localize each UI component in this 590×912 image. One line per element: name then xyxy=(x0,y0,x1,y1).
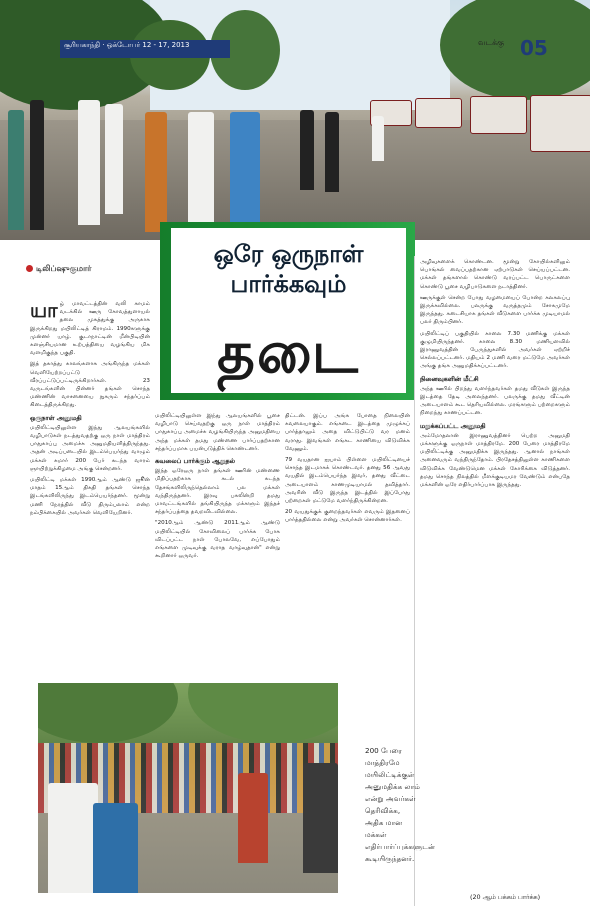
paragraph: மயிலிட்டியிலுள்ள இந்து ஆலயங்களில் வழிபாடுகள் நடத்துவதற்கு ஒரு நாள் மாத்திரம் பாதுகாப்பு அமைச்சு அனுமதியளித்திருந்தது. அதன் அடிப்படையில் இடம்பெயர்ந்து வாழும் மக்கள் சுமார் 200 பேர் கடந்த வாரம் ஞாயிற்றுக்கிழமை அங்கு சென்றனர். xyxy=(30,424,150,472)
article-column-2 xyxy=(155,412,280,672)
headline-main-word: தடை xyxy=(217,318,360,386)
lead-paragraph xyxy=(30,300,150,357)
paragraph: அழிவுகளைக் கொண்டன. மூன்று கோயில்களிலும் பொங்கல் வைப்பதற்கான ஏற்பாடுகள் செய்யப்பட்டன. மக்கள் தங்களால் கொண்டு வரப்பட்ட பொருட்களை கொண்டு பூசை வழிபாடுகளை நடாத்தினர். xyxy=(420,259,570,290)
article-column-1 xyxy=(30,300,150,660)
photo-person xyxy=(230,112,260,222)
photo-person xyxy=(303,763,338,873)
photo-tree xyxy=(188,683,338,743)
continued-note: (20 ஆம் பக்கம் பார்க்க) xyxy=(470,893,541,901)
photo-tree xyxy=(440,0,590,100)
photo-person xyxy=(188,112,214,232)
paragraph: அந்த ஊரில் பிறந்து வளர்ந்தவர்கள் தமது வீடுகள் இருந்த இடத்தை தேடி அலைந்தனர். பலருக்கு தமது வீட்டின் அடையாளம் கூட தெரியவில்லை. மரங்களும் பற்றைகளும் நிறைந்து காணப்பட்டன. xyxy=(420,385,570,417)
paragraph: ஊருக்குள் சென்ற போது வழமையைப் போன்ற கலகலப்பு இருக்கவில்லை. பலருக்கு வருத்தமும் சோகமுமே இருந்தது. கடைசியாக தங்கள் வீடுகளை பார்க்க முடியாமல் பலர் திரும்பினர். xyxy=(420,294,570,326)
bottom-photo xyxy=(38,683,338,893)
photo-person xyxy=(48,783,98,893)
top-photo xyxy=(0,0,590,240)
section-label: வடக்கு xyxy=(478,38,505,47)
paragraph: மயிலிட்டியிலுள்ள இந்து ஆலயங்களில் பூசை வழிபாடு செய்வதற்கு ஒரு நாள் மாத்திரம் பாதுகாப்பு அமைச்சு வழங்கியிருந்த அனுமதியை அந்த மக்கள் தமது மண்ணை பார்ப்பதற்கான சந்தர்ப்பமாக பயன்படுத்திக் கொண்டனர். xyxy=(155,413,280,452)
paragraph: "2010ஆம் ஆண்டு 2011ஆம் ஆண்டு மயிலிட்டியில் கோவிலைப் பார்க்க போக விடப்பட்ட நாள் போலவே, எப்போதும் எங்களை முடிவுக்கு வராத வாழ்வுதான்" என்று கூறினார் ஒருவர். xyxy=(155,520,280,560)
paragraph: திட்டன். இப்ப அங்க போதை நிலையின் கவலையாகும். எங்கடை இடத்தை முழுக்கப் பார்த்தாலும் அதை விட்டுபிட்டு வர மனம் வராது. இவங்கள் எங்கட காணியை விடுவிக்க வேணும். xyxy=(285,413,410,452)
page-number: 05 xyxy=(520,36,548,60)
paragraph: இந்த ஒரேஒரு நாள் தங்கள் ஊரின் மண்ணை மிதிப்பதற்காக கடல் கடந்த தேசங்களிலிருந்தெல்லாம் பல மக்கள் வந்திருந்தனர். இரவு பகலின்றி தமது மாவட்டங்களில் தங்கியிருந்த மக்களும் இந்தச் சந்தர்ப்பத்தை தவறவிடவில்லை. xyxy=(155,468,280,516)
photo-person xyxy=(30,100,44,230)
photo-tree xyxy=(38,683,178,743)
byline-icon xyxy=(26,265,33,272)
subheading: ஒருநாள் அனுமதி xyxy=(30,413,82,422)
subheading: கவலைப் பார்க்கும் ஆறுதல் xyxy=(155,457,235,466)
article-column-3 xyxy=(285,412,410,672)
paragraph: இத் தகாத்து காலங்களாக அங்கிருந்த மக்கள் வெளியேற்றப்பட்டு வீரப்பட்டுப்பட்டிருக்கிறார்கள். 23 வருடங்களின் பின்னர் தங்கள் சொந்த மண்ணின் வாசனையை நுகரும் சந்தர்ப்பம் கிடைத்திருக்கிறது. xyxy=(30,361,150,409)
subheading: மறுக்கப்பட்ட அனுமதி xyxy=(420,421,486,430)
drop-cap: யா xyxy=(30,300,58,322)
photo-person xyxy=(372,116,384,161)
headline-line-1: ஒரே ஒருநாள் xyxy=(213,240,364,268)
issue-strip: சூரியகாந்தி · ஒக்டோபர் 12 - 17, 2013 xyxy=(60,40,230,58)
pull-quote: 200 பேரை மாத்திரமே மயிலிட்டிக்குள் அனுமதிக்க லாம் என்று அவர்கள் தெரிவிக்க, அதிக மான மக்கள் எதிர்பார்ப்புக்களுடன் கூடியிருந்தனர். xyxy=(365,746,435,863)
lead-text: ழ் மாவட்டத்தின் வலி காமம் வடக்கில் ஊரு கோவத்துளாயல் தலை முகத்துக்கு அருகாக இருக்கிறது மயிலிட்டித் கிராமம். 1990களுக்கு முன்னர் யாழ். குடாநாட்டின் மீன்பிடியின் களஞ்சியமான உற்பத்தியை வழங்கிய மிக வளமிகுந்த பகுதி. xyxy=(30,301,150,357)
subheading: நினைவுகளின் மீட்சி xyxy=(420,374,479,383)
photo-bus xyxy=(470,96,527,134)
paragraph: 20 வயதுக்குக் குறைந்தவர்கள் எவரும் இதனைப் பார்த்ததில்லை என்று அவர்கள் சொன்னார்கள். xyxy=(285,509,410,524)
article-column-4 xyxy=(420,258,570,898)
paragraph: மயிலிட்டிப் பகுதியில் காலை 7.30 மணிக்கு மக்கள் குழுமியிருந்தனர். காலை 8.30 மணியளவில் இராணுவத்தின் பேருந்துகளில் அவர்கள் ஏற்றிச் செல்லப்பட்டனர். மதியம் 2 மணி வரை மட்டுமே அவர்கள் அங்கு தங்க அனுமதிக்கப்பட்டனர். xyxy=(420,330,570,370)
paragraph: அம்மோதலான் இராணுவத்தினர் பெற்ற அனுமதி மக்களுக்கு ஒருநாள் மாத்திரமே. 200 பேரை மாத்திரமே மயிலிட்டிக்கு அனுமதிக்க இருந்தது. ஆனால் நாங்கள் அனைவரும் வந்திருந்தோம். பிரதேசத்திலுள்ள காணிகளை விடுவிக்க வேண்டுமென மக்கள் கோரிக்கை விடுத்தனர். தமது சொந்த நிலத்தில் மீளக்குடியமர வேண்டும் என்பதே மக்களின் ஒரே எதிர்பார்ப்பாக இருந்தது. xyxy=(420,432,570,489)
photo-person xyxy=(300,110,314,190)
photo-person xyxy=(238,773,268,863)
byline: டிலிப்ஷுகுமார் xyxy=(36,264,92,273)
headline-line-2: பார்க்கவும் xyxy=(230,270,347,298)
paragraph: 79 வயதான ஐயாம் பிள்ளை மயிலிட்டியைச் சொந்த இடமாகக் கொண்டவர். தனது 56 ஆவது வயதில் இடம்பெயர்ந்த இவர், தனது வீட்டை அடையாளம் காணமுடியாமல் தவித்தார். அவரின் வீடு இருந்த இடத்தில் இப்போது பற்றைகள் மட்டுமே வளர்ந்திருக்கின்றன. xyxy=(285,457,410,505)
photo-bus xyxy=(415,98,462,128)
photo-person xyxy=(105,104,123,214)
photo-person xyxy=(8,110,24,230)
paragraph: மயிலிட்டி மக்கள் 1990ஆம் ஆண்டு ஜூன் மாதம் 15ஆம் திகதி தங்கள் சொந்த இடங்களிலிருந்து இடம்பெயர்ந்தனர். மூன்று மணி நேரத்தில் வீடு திரும்பலாம் என்ற நம்பிக்கையில் அவர்கள் வெளியேறினர். xyxy=(30,477,150,516)
photo-bus xyxy=(530,95,590,152)
photo-person xyxy=(325,112,339,192)
photo-person xyxy=(78,100,100,225)
photo-person xyxy=(93,803,138,893)
photo-person xyxy=(145,112,167,232)
